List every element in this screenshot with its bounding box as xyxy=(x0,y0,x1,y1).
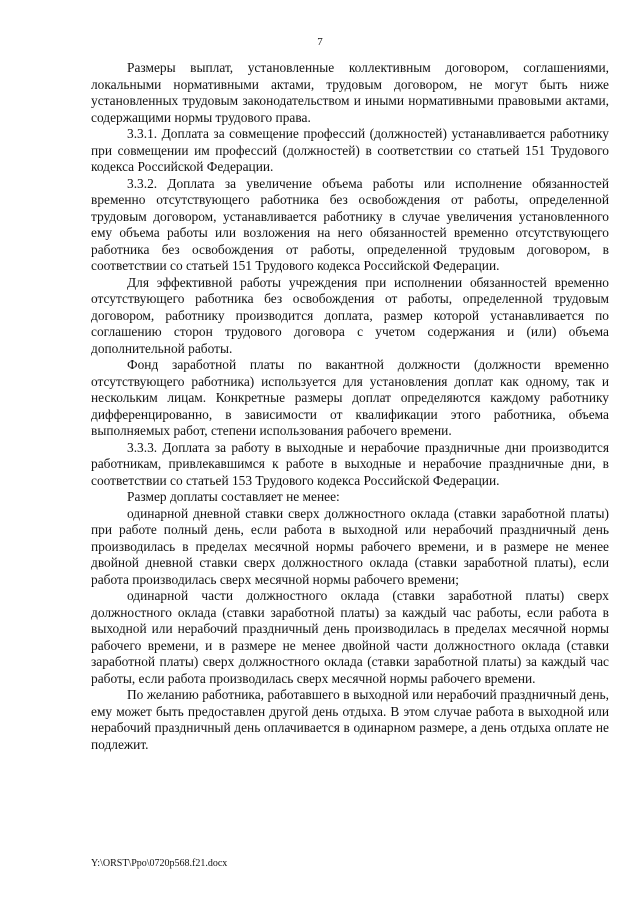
paragraph-3-3-2: 3.3.2. Доплата за увеличение объема работы или исполнение обязанностей временно отсутствующего работника без освобождения от работы, определенной трудовым договором, устанавливается работнику в случае увеличения установленного ему объема работы или возложения на него обязанностей временно отсутствующего работника без освобождения от работы, определенной трудовым договором, в соответствии со статьей 151 Трудового кодекса Российской Федерации. xyxy=(91,175,609,273)
paragraph-wage-fund: Фонд заработной платы по вакантной должности (должности временно отсутствующего работника) используется для установления доплат как одному, так и нескольким лицам. Конкретные размеры доплат определяются каждому работнику дифференцированно, в зависимости от квалификации этого работника, объема выполняемых работ, степени использования рабочего времени. xyxy=(91,357,609,438)
paragraph-payment-sizes: Размеры выплат, установленные коллективным договором, соглашениями, локальными нормативными актами, трудовым договором, не могут быть ниже установленных трудовым законодательством и иными нормативными правовыми актами, содержащими нормы трудового права. xyxy=(91,60,609,125)
footer-file-path: Y:\ORST\Ppo\0720p568.f21.docx xyxy=(91,858,228,869)
paragraph-hourly-rate: одинарной части должностного оклада (ставки заработной платы) сверх должностного оклада (ставки заработной платы) за каждый час работы, если работа в выходной или нерабочий праздничный день производилась в пределах месячной нормы рабочего времени, и в размере не менее двойной части должностного оклада (ставки заработной платы) сверх должностного оклада (ставки заработной платы) за каждый час работы, если работа производилась сверх месячной нормы рабочего времени. xyxy=(91,588,609,686)
document-body xyxy=(91,60,609,753)
paragraph-day-off: По желанию работника, работавшего в выходной или нерабочий праздничный день, ему может быть предоставлен другой день отдыха. В этом случае работа в выходной или нерабочий праздничный день оплачивается в одинарном размере, а день отдыха оплате не подлежит. xyxy=(91,687,609,752)
paragraph-daily-rate: одинарной дневной ставки сверх должностного оклада (ставки заработной платы) при работе полный день, если работа в выходной или нерабочий праздничный день производилась в пределах месячной нормы рабочего времени, и в размере не менее двойной дневной ставки сверх должностного оклада (ставки заработной платы), если работа производилась сверх месячной нормы рабочего времени; xyxy=(91,505,609,587)
paragraph-3-3-3: 3.3.3. Доплата за работу в выходные и нерабочие праздничные дни производится работникам, привлекавшимся к работе в выходные и нерабочие праздничные дни, в соответствии со статьей 153 Трудового кодекса Российской Федерации. xyxy=(91,439,609,488)
paragraph-effective-work: Для эффективной работы учреждения при исполнении обязанностей временно отсутствующего работника без освобождения от работы, определенной трудовым договором, работнику производится доплата, размер которой устанавливается по соглашению сторон трудового договора с учетом содержания и (или) объема дополнительной работы. xyxy=(91,274,609,356)
page-number: 7 xyxy=(317,36,323,48)
paragraph-3-3-1: 3.3.1. Доплата за совмещение профессий (должностей) устанавливается работнику при совмещении им профессий (должностей) в соответствии со статьей 151 Трудового кодекса Российской Федерации. xyxy=(91,126,609,174)
paragraph-min-size: Размер доплаты составляет не менее: xyxy=(127,489,340,504)
